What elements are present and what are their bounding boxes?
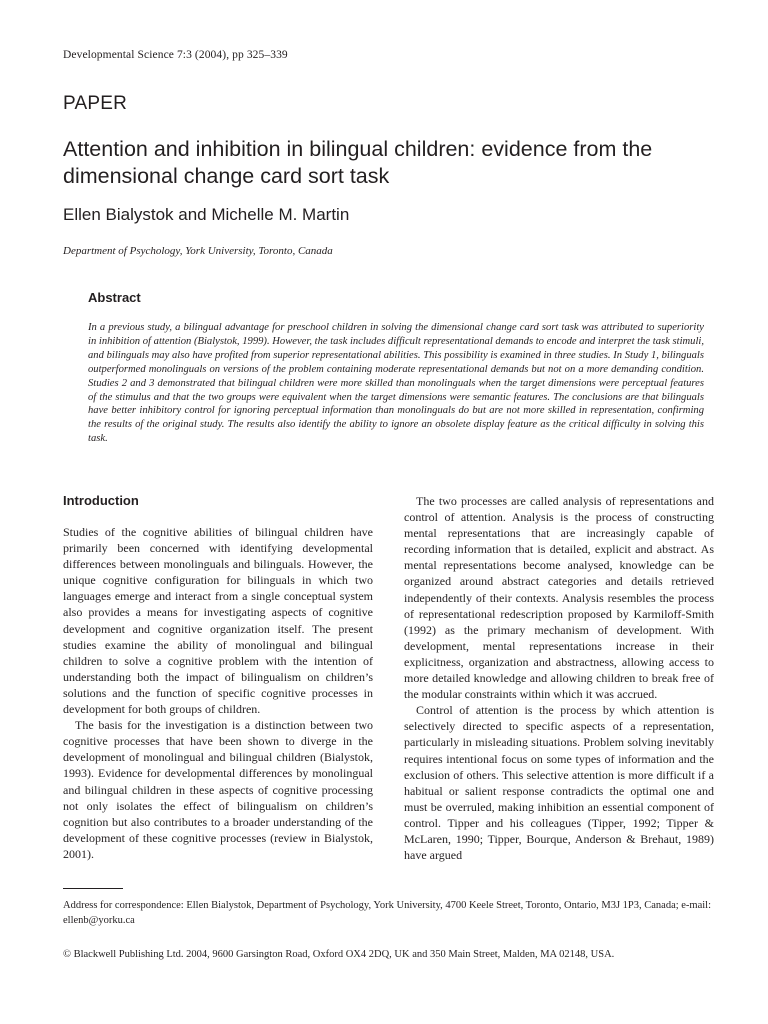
- abstract-heading: Abstract: [88, 290, 141, 305]
- body-paragraph: The two processes are called analysis of representations and control of attention. Analysis is the process of constructing mental representations that are increasingly capable of recording information that is detailed, explicit and abstract. As mental representations become analysed, knowledge can be organized around abstract categories and details retrieved independently of their contexts. Analysis resembles the process of representational redescription proposed by Karmiloff-Smith (1992) as the primary mechanism of development. With development, mental representations increase in their explicitness, organization and abstractness, allowing access to more detailed knowledge and allowing children to break free of the modular constraints within which it was accrued.: [404, 494, 714, 702]
- footnote-divider: [63, 888, 123, 889]
- introduction-heading: Introduction: [63, 493, 139, 508]
- left-column: [63, 493, 373, 862]
- journal-citation: Developmental Science 7:3 (2004), pp 325–339: [63, 49, 288, 61]
- article-title: Attention and inhibition in bilingual children: evidence from the dimensional change card sort task: [63, 137, 653, 188]
- body-paragraph: The basis for the investigation is a distinction between two cognitive processes that have been shown to diverge in the development of monolingual and bilingual children (Bialystok, 1993). Evidence for developmental differences by monolingual and bilingual children in these aspects of cognitive processing not only isolates the effect of bilingualism on children’s cognition but also contributes to a broader understanding of the development of these cognitive processes (review in Bialystok, 2001).: [63, 718, 373, 861]
- abstract-text: In a previous study, a bilingual advantage for preschool children in solving the dimensional change card sort task was attributed to superiority in inhibition of attention (Bialystok, 1999). However, the task includes difficult representational demands to encode and interpret the task stimuli, and bilinguals may also have profited from superior representational abilities. This possibility is examined in three studies. In Study 1, bilinguals outperformed monolinguals on versions of the problem containing moderate representational demands but not on a more demanding condition. Studies 2 and 3 demonstrated that bilingual children were more skilled than monolinguals when the target dimensions were perceptual features of the stimulus and that the two groups were equivalent when the target dimensions were semantic features. The conclusions are that bilinguals have better inhibitory control for ignoring perceptual information than monolinguals do but are not more skilled in representation, confirming the results of the original study. The results also identify the ability to ignore an obsolete display feature as the critical difficulty in solving this task.: [88, 322, 704, 445]
- body-paragraph: Control of attention is the process by which attention is selectively directed to specific aspects of a representation, particularly in misleading situations. Problem solving inevitably requires intentional focus on some types of information and the exclusion of others. This selective attention is more difficult if a habitual or salient response contradicts the optimal one and must be overruled, making inhibition an essential component of control. Tipper and his colleagues (Tipper, 1992; Tipper & McLaren, 1990; Tipper, Bourque, Anderson & Brehaut, 1989) have argued: [404, 703, 714, 863]
- copyright-notice: © Blackwell Publishing Ltd. 2004, 9600 Garsington Road, Oxford OX4 2DQ, UK and 350 Main Street, Malden, MA 02148, USA.: [63, 949, 615, 960]
- section-label: PAPER: [63, 93, 128, 114]
- correspondence-address: Address for correspondence: Ellen Bialystok, Department of Psychology, York University, 4700 Keele Street, Toronto, Ontario, M3J 1P3, Canada; e-mail: ellenb@yorku.ca: [63, 900, 712, 926]
- article-authors: Ellen Bialystok and Michelle M. Martin: [63, 205, 350, 224]
- right-column: [404, 493, 714, 863]
- author-affiliation: Department of Psychology, York University, Toronto, Canada: [63, 245, 333, 257]
- body-paragraph: Studies of the cognitive abilities of bilingual children have primarily been concerned with identifying developmental differences between monolinguals and bilinguals. However, the unique cognitive configuration for bilinguals in which two languages emerge and interact from a single conceptual system also provides a means for investigating aspects of cognitive development and cognitive organization itself. The present studies examine the ability of monolingual and bilingual children to solve a cognitive problem with the intention of understanding both the impact of bilingualism on children’s solutions and the function of specific cognitive processes in development for both groups of children.: [63, 525, 373, 717]
